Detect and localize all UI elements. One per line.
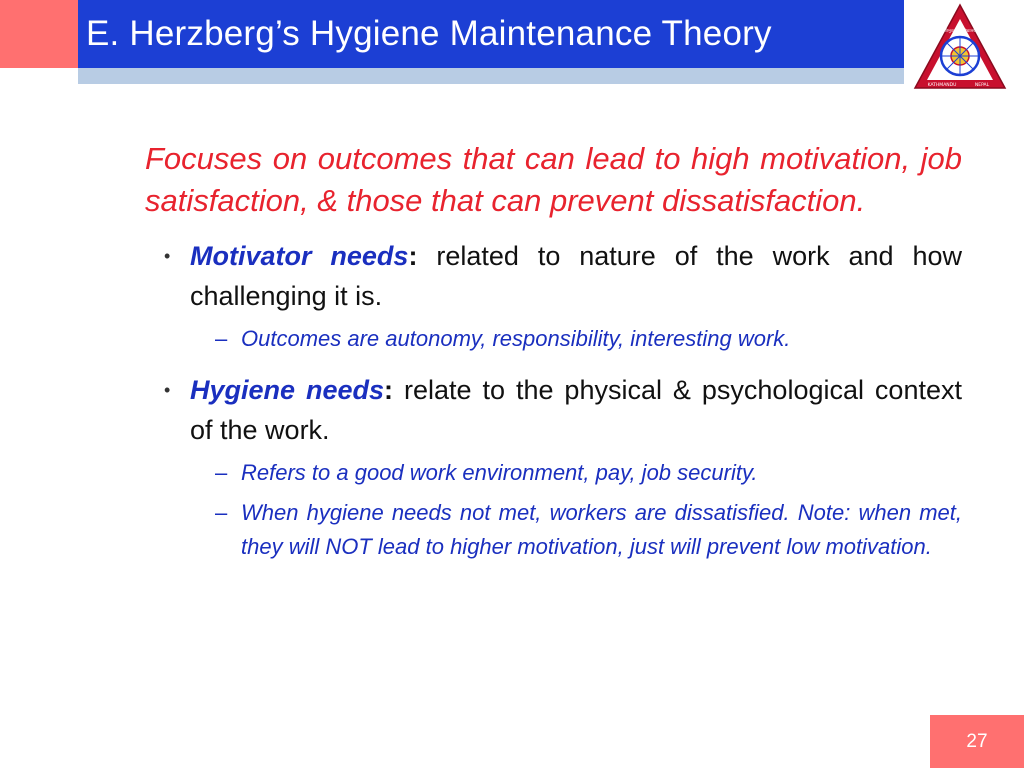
dash-marker: – [215, 500, 228, 525]
dash-marker: – [215, 326, 228, 351]
sub-bullet-work-environment [145, 456, 962, 490]
bullet-hygiene-needs [145, 370, 962, 450]
emblem-top-text: त्रिभुवन विश्वविद्यालय [944, 28, 976, 33]
sub-bullet-text: Outcomes are autonomy, responsibility, interesting work. [241, 326, 791, 351]
emblem-right-text: NEPAL [974, 83, 990, 88]
intro-paragraph: Focuses on outcomes that can lead to high motivation, job satisfaction, & those that can prevent dissatisfaction. [145, 141, 962, 218]
term-colon: : [408, 241, 418, 271]
sub-bullet-text: When hygiene needs not met, workers are dissatisfied. Note: when met, they will NOT lead to higher motivation, just will prevent low motivation. [241, 500, 962, 559]
bullet-motivator-needs [145, 236, 962, 316]
page-number: 27 [966, 730, 988, 752]
corner-accent-block [0, 0, 78, 68]
university-emblem-logo [912, 2, 1008, 92]
bullet-dot: • [164, 246, 171, 266]
emblem-left-text: KATHMANDU [927, 83, 957, 88]
bullet-text: relate to the physical & psychological context of the work. [190, 375, 962, 445]
sub-bullet-dissatisfied-note [145, 496, 962, 564]
sub-bullet-text: Refers to a good work environment, pay, job security. [241, 460, 758, 485]
slide-title: E. Herzberg’s Hygiene Maintenance Theory [86, 14, 772, 53]
bullet-text: related to nature of the work and how challenging it is. [190, 241, 962, 311]
term-colon: : [384, 375, 394, 405]
bullet-dot: • [164, 380, 171, 400]
title-underline [78, 68, 904, 84]
term-motivator-needs: Motivator needs [190, 241, 409, 271]
sub-bullet-outcomes [145, 322, 962, 356]
dash-marker: – [215, 460, 228, 485]
slide-content [145, 138, 962, 564]
title-bar [78, 0, 904, 68]
page-number-box [930, 715, 1024, 768]
term-hygiene-needs: Hygiene needs [190, 375, 385, 405]
